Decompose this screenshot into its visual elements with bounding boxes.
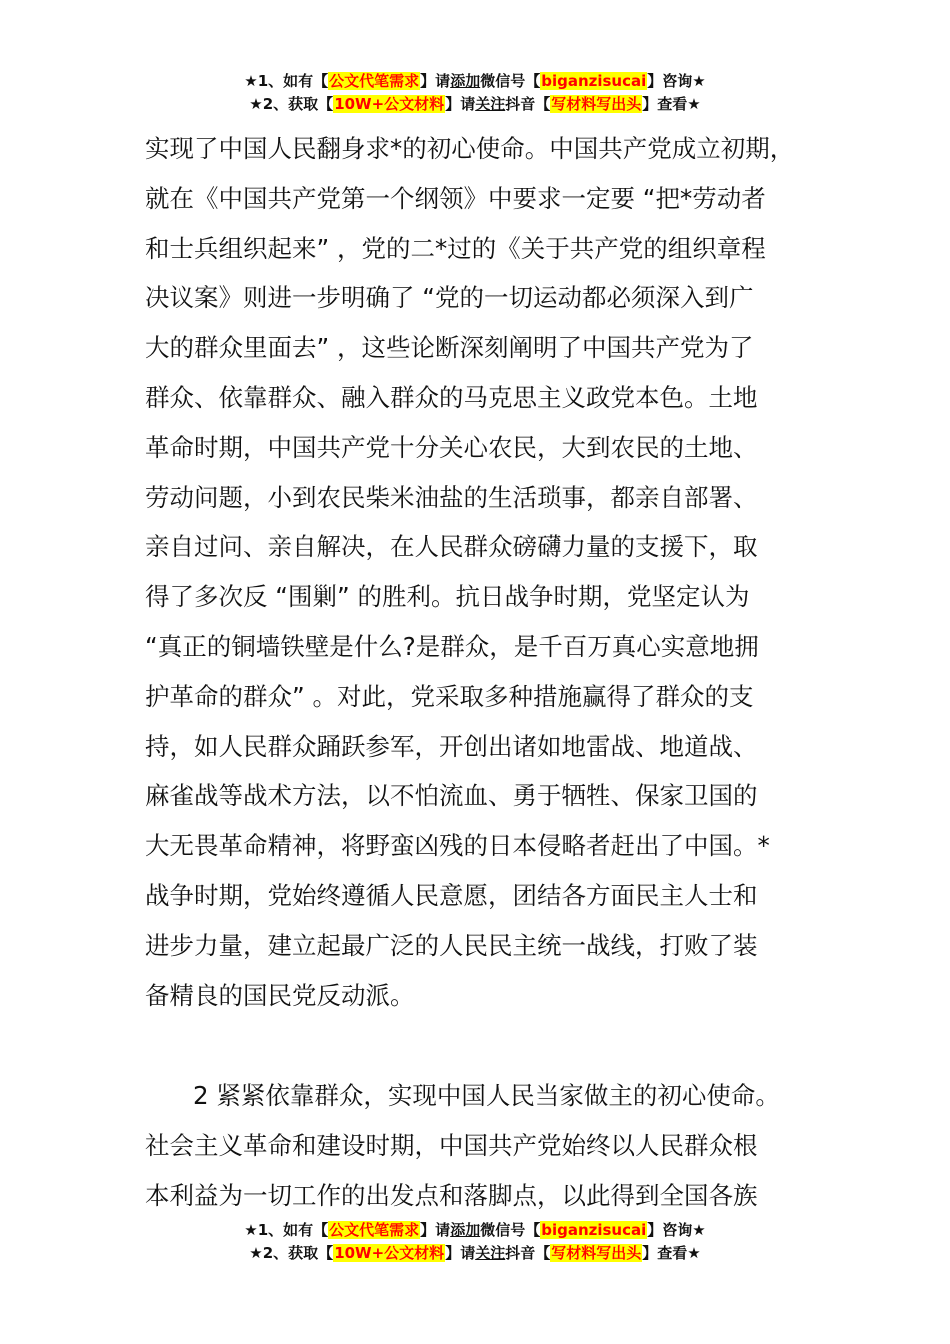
- banner-text: 】请: [445, 95, 476, 113]
- banner-line-1: [0, 1219, 950, 1242]
- banner-highlight: 公文代笔需求: [329, 1221, 420, 1239]
- text-line: 持，如人民群众踊跃参军，开创出诸如地雷战、地道战、: [145, 731, 758, 761]
- text-line: 护革命的群众” 。对此，党采取多种措施赢得了群众的支: [145, 681, 754, 711]
- banner-text: 】查看★: [642, 95, 701, 113]
- paragraph-2: [145, 1071, 835, 1220]
- text-line: 群众、依靠群众、融入群众的马克思主义政党本色。土地: [145, 382, 758, 412]
- header-banner: [0, 70, 950, 116]
- banner-text: ★1、如有【: [244, 1221, 329, 1239]
- text-line: 和士兵组织起来” ，党的二*过的《关于共产党的组织章程: [145, 233, 766, 263]
- banner-highlight: 10W+公文材料: [334, 1244, 445, 1262]
- banner-line-2: [0, 1242, 950, 1265]
- text-line: 本利益为一切工作的出发点和落脚点，以此得到全国各族: [145, 1180, 758, 1210]
- text-line: 就在《中国共产党第一个纲领》中要求一定要 “把*劳动者: [145, 183, 766, 213]
- banner-text: 】咨询★: [647, 1221, 706, 1239]
- footer-banner: [0, 1219, 950, 1265]
- banner-text: 】请: [445, 1244, 476, 1262]
- text-line: 战争时期，党始终遵循人民意愿，团结各方面民主人士和: [145, 880, 758, 910]
- banner-text: 抖音【: [505, 1244, 551, 1262]
- banner-text: 】请: [420, 72, 451, 90]
- text-line: 决议案》则进一步明确了 “党的一切运动都必须深入到广: [145, 283, 754, 313]
- banner-text: ★2、获取【: [249, 1244, 334, 1262]
- banner-highlight: 公文代笔需求: [329, 72, 420, 90]
- banner-line-1: [0, 70, 950, 93]
- text-line: 大无畏革命精神，将野蛮凶残的日本侵略者赶出了中国。*: [145, 831, 770, 861]
- text-line: 社会主义革命和建设时期，中国共产党始终以人民群众根: [145, 1131, 758, 1161]
- banner-highlight: 10W+公文材料: [334, 95, 445, 113]
- banner-text: 】咨询★: [647, 72, 706, 90]
- banner-text: 】查看★: [642, 1244, 701, 1262]
- text-line: 实现了中国人民翻身求*的初心使命。中国共产党成立初期，: [145, 134, 795, 163]
- text-line: 大的群众里面去” ，这些论断深刻阐明了中国共产党为了: [145, 333, 754, 363]
- banner-highlight: 写材料写出头: [551, 1244, 642, 1262]
- banner-text: 抖音【: [505, 95, 551, 113]
- banner-highlight: biganzisucai: [541, 72, 647, 90]
- paragraph-1: [145, 124, 835, 1020]
- banner-underline: 关注: [475, 95, 506, 113]
- text-line: 亲自过问、亲自解决，在人民群众磅礴力量的支援下，取: [145, 532, 758, 562]
- banner-highlight: biganzisucai: [541, 1221, 647, 1239]
- text-line: 得了多次反 “围剿” 的胜利。抗日战争时期，党坚定认为: [145, 582, 750, 612]
- banner-text: 微信号【: [480, 1221, 541, 1239]
- text-line: “真正的铜墙铁壁是什么?是群众，是千百万真心实意地拥: [145, 631, 759, 661]
- text-line: 劳动问题，小到农民柴米油盐的生活琐事，都亲自部署、: [145, 482, 758, 512]
- banner-highlight: 写材料写出头: [551, 95, 642, 113]
- text-line: 麻雀战等战术方法，以不怕流血、勇于牺牲、保家卫国的: [145, 781, 758, 811]
- banner-underline: 添加: [450, 1221, 481, 1239]
- body-text: [145, 124, 835, 1221]
- banner-underline: 关注: [475, 1244, 506, 1262]
- text-line: 备精良的国民党反动派。: [145, 980, 415, 1010]
- banner-text: ★2、获取【: [249, 95, 334, 113]
- banner-text: 微信号【: [480, 72, 541, 90]
- text-line: 进步力量，建立起最广泛的人民民主统一战线，打败了装: [145, 930, 758, 960]
- banner-text: 】请: [420, 1221, 451, 1239]
- banner-text: ★1、如有【: [244, 72, 329, 90]
- section-heading-line: 2 紧紧依靠群众，实现中国人民当家做主的初心使命。: [193, 1081, 780, 1111]
- banner-underline: 添加: [450, 72, 481, 90]
- text-line: 革命时期，中国共产党十分关心农民，大到农民的土地、: [145, 432, 758, 462]
- banner-line-2: [0, 93, 950, 116]
- paragraph-spacer: [145, 1020, 835, 1071]
